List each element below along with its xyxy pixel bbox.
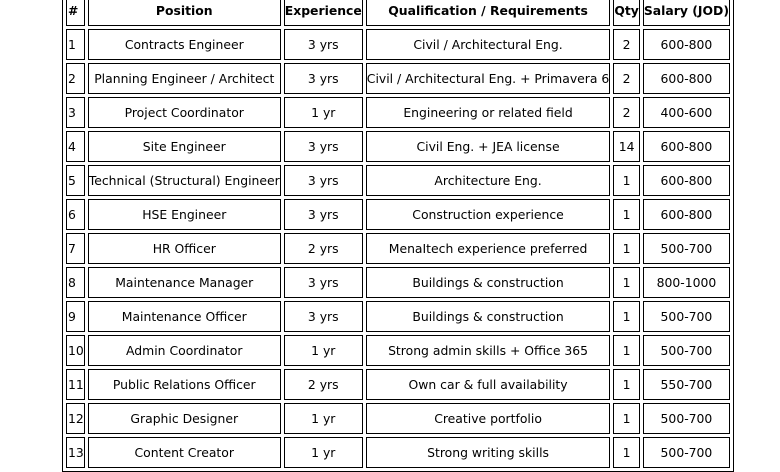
salary-cell: 600-800 [643, 165, 730, 196]
qty-cell: 1 [613, 301, 640, 332]
table-row [66, 97, 730, 128]
qualification-cell: Architecture Eng. [366, 165, 611, 196]
qualification-cell: Civil / Architectural Eng. [366, 29, 611, 60]
position-cell: Contracts Engineer [88, 29, 281, 60]
qty-cell: 1 [613, 335, 640, 366]
qty-cell: 14 [613, 131, 640, 162]
experience-cell: 2 yrs [284, 369, 363, 400]
qty-cell: 1 [613, 165, 640, 196]
qualification-cell: Civil Eng. + JEA license [366, 131, 611, 162]
qty-cell: 1 [613, 369, 640, 400]
header-num: # [66, 0, 85, 26]
table-row [66, 233, 730, 264]
position-cell: Admin Coordinator [88, 335, 281, 366]
salary-cell: 400-600 [643, 97, 730, 128]
salary-cell: 500-700 [643, 233, 730, 264]
row-number: 12 [66, 403, 85, 434]
qualification-cell: Engineering or related field [366, 97, 611, 128]
qualification-cell: MenaItech experience preferred [366, 233, 611, 264]
row-number: 10 [66, 335, 85, 366]
header-experience: Experience [284, 0, 363, 26]
table-row [66, 301, 730, 332]
row-number: 3 [66, 97, 85, 128]
row-number: 2 [66, 63, 85, 94]
qualification-cell: Creative portfolio [366, 403, 611, 434]
qualification-cell: Buildings & construction [366, 301, 611, 332]
row-number: 7 [66, 233, 85, 264]
header-position: Position [88, 0, 281, 26]
row-number: 13 [66, 437, 85, 468]
experience-cell: 3 yrs [284, 29, 363, 60]
position-cell: Maintenance Officer [88, 301, 281, 332]
qty-cell: 1 [613, 233, 640, 264]
qualification-cell: Own car & full availability [366, 369, 611, 400]
header-row [66, 0, 730, 26]
table-row [66, 335, 730, 366]
salary-cell: 600-800 [643, 131, 730, 162]
table-row [66, 199, 730, 230]
jobs-table [62, 0, 734, 472]
experience-cell: 1 yr [284, 97, 363, 128]
position-cell: Maintenance Manager [88, 267, 281, 298]
experience-cell: 3 yrs [284, 267, 363, 298]
table-row [66, 63, 730, 94]
experience-cell: 3 yrs [284, 301, 363, 332]
qualification-cell: Strong writing skills [366, 437, 611, 468]
table-row [66, 403, 730, 434]
salary-cell: 500-700 [643, 335, 730, 366]
row-number: 5 [66, 165, 85, 196]
table-header [66, 0, 730, 26]
qualification-cell: Civil / Architectural Eng. + Primavera 6 [366, 63, 611, 94]
position-cell: Graphic Designer [88, 403, 281, 434]
qualification-cell: Construction experience [366, 199, 611, 230]
qualification-cell: Buildings & construction [366, 267, 611, 298]
position-cell: Project Coordinator [88, 97, 281, 128]
qty-cell: 1 [613, 403, 640, 434]
qty-cell: 1 [613, 437, 640, 468]
table-row [66, 131, 730, 162]
salary-cell: 550-700 [643, 369, 730, 400]
qualification-cell: Strong admin skills + Office 365 [366, 335, 611, 366]
row-number: 8 [66, 267, 85, 298]
qty-cell: 2 [613, 29, 640, 60]
qty-cell: 1 [613, 267, 640, 298]
row-number: 6 [66, 199, 85, 230]
row-number: 11 [66, 369, 85, 400]
experience-cell: 3 yrs [284, 63, 363, 94]
position-cell: Planning Engineer / Architect [88, 63, 281, 94]
experience-cell: 2 yrs [284, 233, 363, 264]
position-cell: Site Engineer [88, 131, 281, 162]
position-cell: Content Creator [88, 437, 281, 468]
position-cell: Public Relations Officer [88, 369, 281, 400]
row-number: 4 [66, 131, 85, 162]
header-qualification: Qualification / Requirements [366, 0, 611, 26]
salary-cell: 600-800 [643, 63, 730, 94]
experience-cell: 1 yr [284, 403, 363, 434]
experience-cell: 1 yr [284, 437, 363, 468]
header-salary: Salary (JOD) [643, 0, 730, 26]
experience-cell: 3 yrs [284, 165, 363, 196]
table-row [66, 29, 730, 60]
row-number: 1 [66, 29, 85, 60]
salary-cell: 500-700 [643, 301, 730, 332]
qty-cell: 2 [613, 97, 640, 128]
position-cell: HR Officer [88, 233, 281, 264]
salary-cell: 500-700 [643, 437, 730, 468]
table-row [66, 165, 730, 196]
qty-cell: 2 [613, 63, 640, 94]
salary-cell: 600-800 [643, 199, 730, 230]
qty-cell: 1 [613, 199, 640, 230]
row-number: 9 [66, 301, 85, 332]
salary-cell: 600-800 [643, 29, 730, 60]
experience-cell: 3 yrs [284, 131, 363, 162]
header-qty: Qty [613, 0, 640, 26]
table-row [66, 369, 730, 400]
table-row [66, 437, 730, 468]
table-body [66, 29, 730, 468]
position-cell: Technical (Structural) Engineer [88, 165, 281, 196]
salary-cell: 500-700 [643, 403, 730, 434]
experience-cell: 3 yrs [284, 199, 363, 230]
experience-cell: 1 yr [284, 335, 363, 366]
salary-cell: 800-1000 [643, 267, 730, 298]
table-row [66, 267, 730, 298]
position-cell: HSE Engineer [88, 199, 281, 230]
